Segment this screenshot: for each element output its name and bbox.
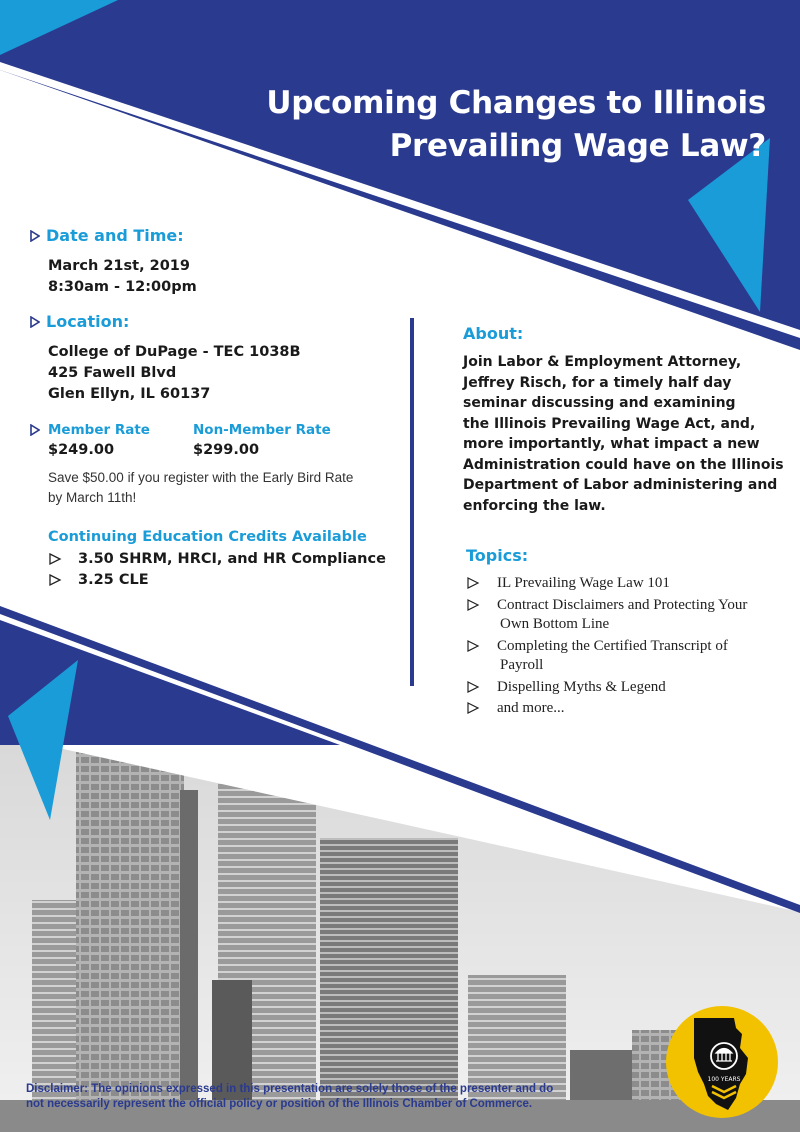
topic-line: and more... [497, 700, 565, 716]
disclaimer [26, 1082, 586, 1112]
location-heading-text: Location: [46, 312, 130, 331]
credit-item-text: 3.50 SHRM, HRCI, and HR Compliance [78, 551, 386, 567]
topic-line: Payroll [500, 657, 544, 673]
disclaimer-line-1: Disclaimer: The opinions expressed in this presentation are solely those of the presenter and do [26, 1083, 554, 1095]
title-line-2: Prevailing Wage Law? [389, 128, 766, 164]
topic-line: Own Bottom Line [500, 616, 610, 632]
play-arrow-icon [30, 424, 40, 436]
chamber-seal-logo [664, 1004, 780, 1120]
seal-text: 100 YEARS [707, 1076, 741, 1083]
date-time-block [48, 256, 197, 298]
topic-line: Dispelling Myths & Legend [497, 678, 666, 695]
about-line: Department of Labor administering and [463, 477, 778, 493]
event-time: 8:30am - 12:00pm [48, 279, 197, 295]
credit-item [48, 549, 386, 570]
about-line: enforcing the law. [463, 497, 606, 514]
about-line: more importantly, what impact a new [463, 436, 760, 452]
about-line: seminar discussing and examining [463, 395, 736, 411]
hollow-arrow-icon [48, 552, 62, 566]
early-bird-note [48, 468, 353, 508]
about-line: the Illinois Prevailing Wage Act, and, [463, 415, 756, 432]
topic-item [466, 596, 786, 635]
member-price: $249.00 [48, 442, 115, 458]
hollow-arrow-icon [466, 598, 480, 612]
about-line: Jeffrey Risch, for a timely half day [463, 374, 732, 391]
about-line: Administration could have on the Illinois [463, 456, 784, 473]
location-heading [30, 312, 129, 331]
hollow-arrow-icon [466, 639, 480, 653]
topic-item [466, 574, 786, 594]
hollow-arrow-icon [466, 680, 480, 694]
topic-item [466, 699, 786, 719]
page-title [266, 82, 766, 168]
about-line: Join Labor & Employment Attorney, [463, 354, 742, 370]
topic-line: Contract Disclaimers and Protecting Your [497, 596, 748, 613]
early-bird-line-1: Save $50.00 if you register with the Early Bird Rate [48, 470, 354, 485]
about-body [463, 352, 784, 516]
topic-line: IL Prevailing Wage Law 101 [497, 575, 670, 591]
location-line-1: College of DuPage - TEC 1038B [48, 344, 301, 360]
event-date: March 21st, 2019 [48, 258, 190, 274]
column-divider [410, 318, 414, 686]
credits-list [48, 549, 386, 591]
date-time-heading-text: Date and Time: [46, 226, 184, 245]
credit-item-text: 3.25 CLE [78, 572, 149, 588]
topic-line: Completing the Certified Transcript of [497, 637, 728, 654]
nonmember-rate-label: Non-Member Rate [193, 422, 331, 438]
date-time-heading [30, 226, 184, 245]
hollow-arrow-icon [466, 701, 480, 715]
early-bird-line-2: by March 11th! [48, 490, 137, 505]
location-line-2: 425 Fawell Blvd [48, 365, 177, 381]
location-line-3: Glen Ellyn, IL 60137 [48, 386, 211, 402]
hollow-arrow-icon [466, 576, 480, 590]
member-rate-label: Member Rate [48, 422, 150, 438]
play-arrow-icon [30, 316, 40, 328]
member-rate-heading [30, 422, 150, 438]
hollow-arrow-icon [48, 573, 62, 587]
about-heading [463, 324, 523, 343]
credits-heading: Continuing Education Credits Available [48, 529, 367, 545]
topics-list [466, 574, 786, 721]
about-heading-text: About: [463, 324, 524, 343]
topic-item [466, 678, 786, 698]
title-line-1: Upcoming Changes to Illinois [266, 85, 766, 121]
topics-heading [466, 546, 528, 565]
credit-item [48, 570, 386, 591]
play-arrow-icon [30, 230, 40, 242]
topic-item [466, 637, 786, 676]
location-block [48, 342, 301, 405]
nonmember-price: $299.00 [193, 442, 260, 458]
disclaimer-line-2: not necessarily represent the official policy or position of the Illinois Chamber of Commerce. [26, 1098, 533, 1110]
topics-heading-text: Topics: [466, 546, 529, 565]
